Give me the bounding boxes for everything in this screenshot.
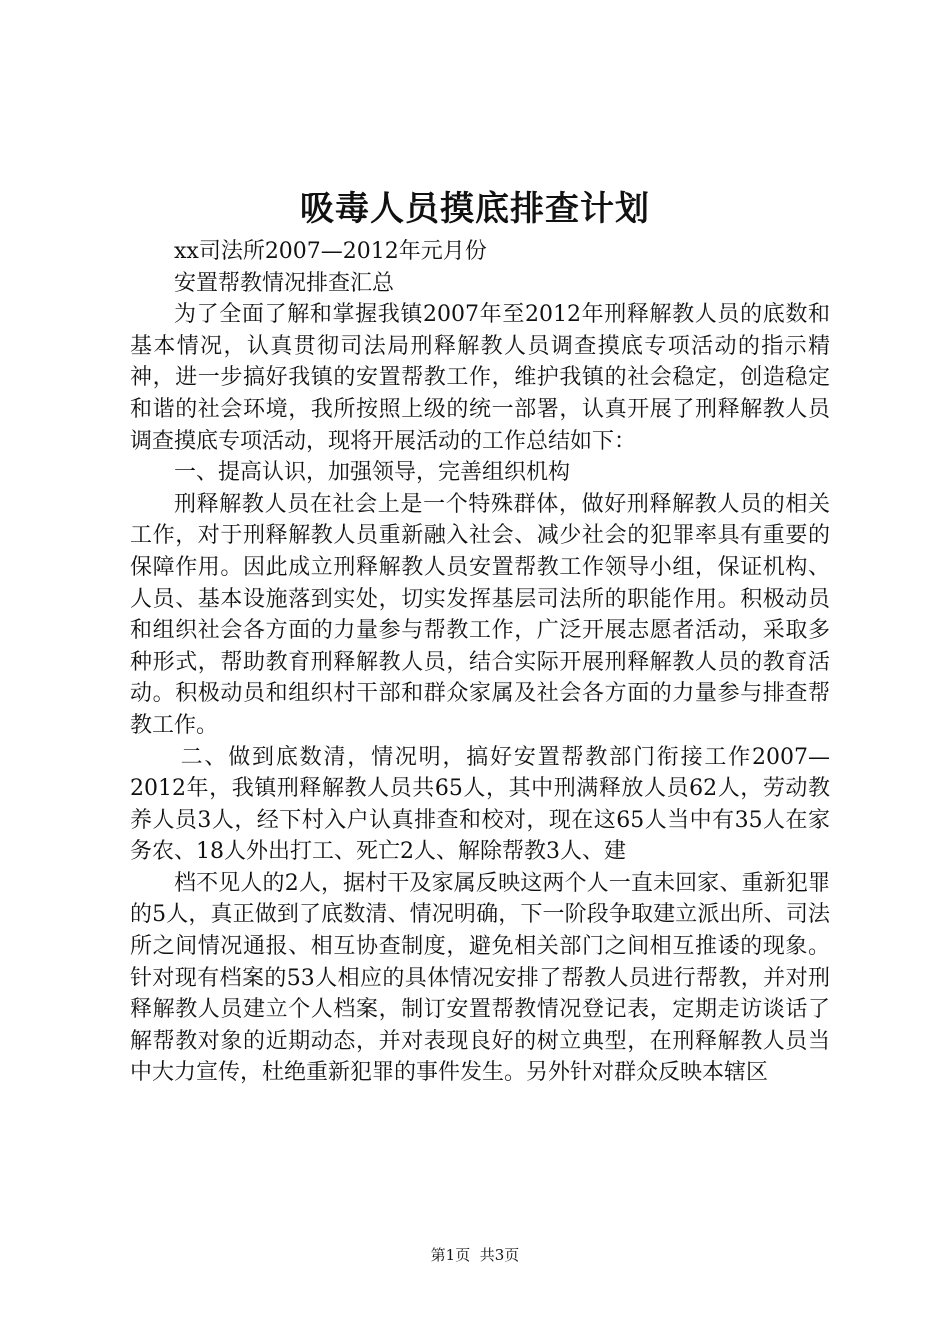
document-title: 吸毒人员摸底排查计划 xyxy=(300,189,650,229)
continuation-paragraph: 档不见人的2人，据村干及家属反映这两个人一直未回家、重新犯罪的5人，真正做到了底数清、情况明确，下一阶段争取建立派出所、司法所之间情况通报、相互协查制度，避免相关部门之间相互推诿的现象。针对现有档案的53人相应的具体情况安排了帮教人员进行帮教，并对刑释解教人员建立个人档案，制订安置帮教情况登记表，定期走访谈话了解帮教对象的近期动态，并对表现良好的树立典型，在刑释解教人员当中大力宣传，杜绝重新犯罪的事件发生。另外针对群众反映本辖区 xyxy=(130,870,830,1086)
page-total: 共3页 xyxy=(479,1246,520,1264)
section-2-paragraph: 二、做到底数清，情况明，搞好安置帮教部门衔接工作2007—2012年，我镇刑释解教人员共65人，其中刑满释放人员62人，劳动教养人员3人，经下村入户认真排查和校对，现在这65人当中有35人在家务农、18人外出打工、死亡2人、解除帮教3人、建 xyxy=(130,744,830,865)
page-number: 第1页 xyxy=(430,1246,471,1264)
section-1-paragraph: 刑释解教人员在社会上是一个特殊群体，做好刑释解教人员的相关工作，对于刑释解教人员重新融入社会、减少社会的犯罪率具有重要的保障作用。因此成立刑释解教人员安置帮教工作领导小组，保证机构、人员、基本设施落到实处，切实发挥基层司法所的职能作用。积极动员和组织社会各方面的力量参与帮教工作，广泛开展志愿者活动，采取多种形式，帮助教育刑释解教人员，结合实际开展刑释解教人员的教育活动。积极动员和组织村干部和群众家属及社会各方面的力量参与排查帮教工作。 xyxy=(130,491,830,738)
intro-paragraph: 为了全面了解和掌握我镇2007年至2012年刑释解教人员的底数和基本情况，认真贯彻司法局刑释解教人员调查摸底专项活动的指示精神，进一步搞好我镇的安置帮教工作，维护我镇的社会稳定，创造稳定和谐的社会环境，我所按照上级的统一部署，认真开展了刑释解教人员调查摸底专项活动，现将开展活动的工作总结如下： xyxy=(130,302,830,454)
summary-heading: 安置帮教情况排查汇总 xyxy=(174,270,395,296)
document-body xyxy=(130,236,830,1089)
subtitle-line: xx司法所2007—2012年元月份 xyxy=(174,239,487,264)
section-heading-1: 一、提高认识，加强领导，完善组织机构 xyxy=(174,460,571,486)
page-footer xyxy=(0,1245,950,1265)
